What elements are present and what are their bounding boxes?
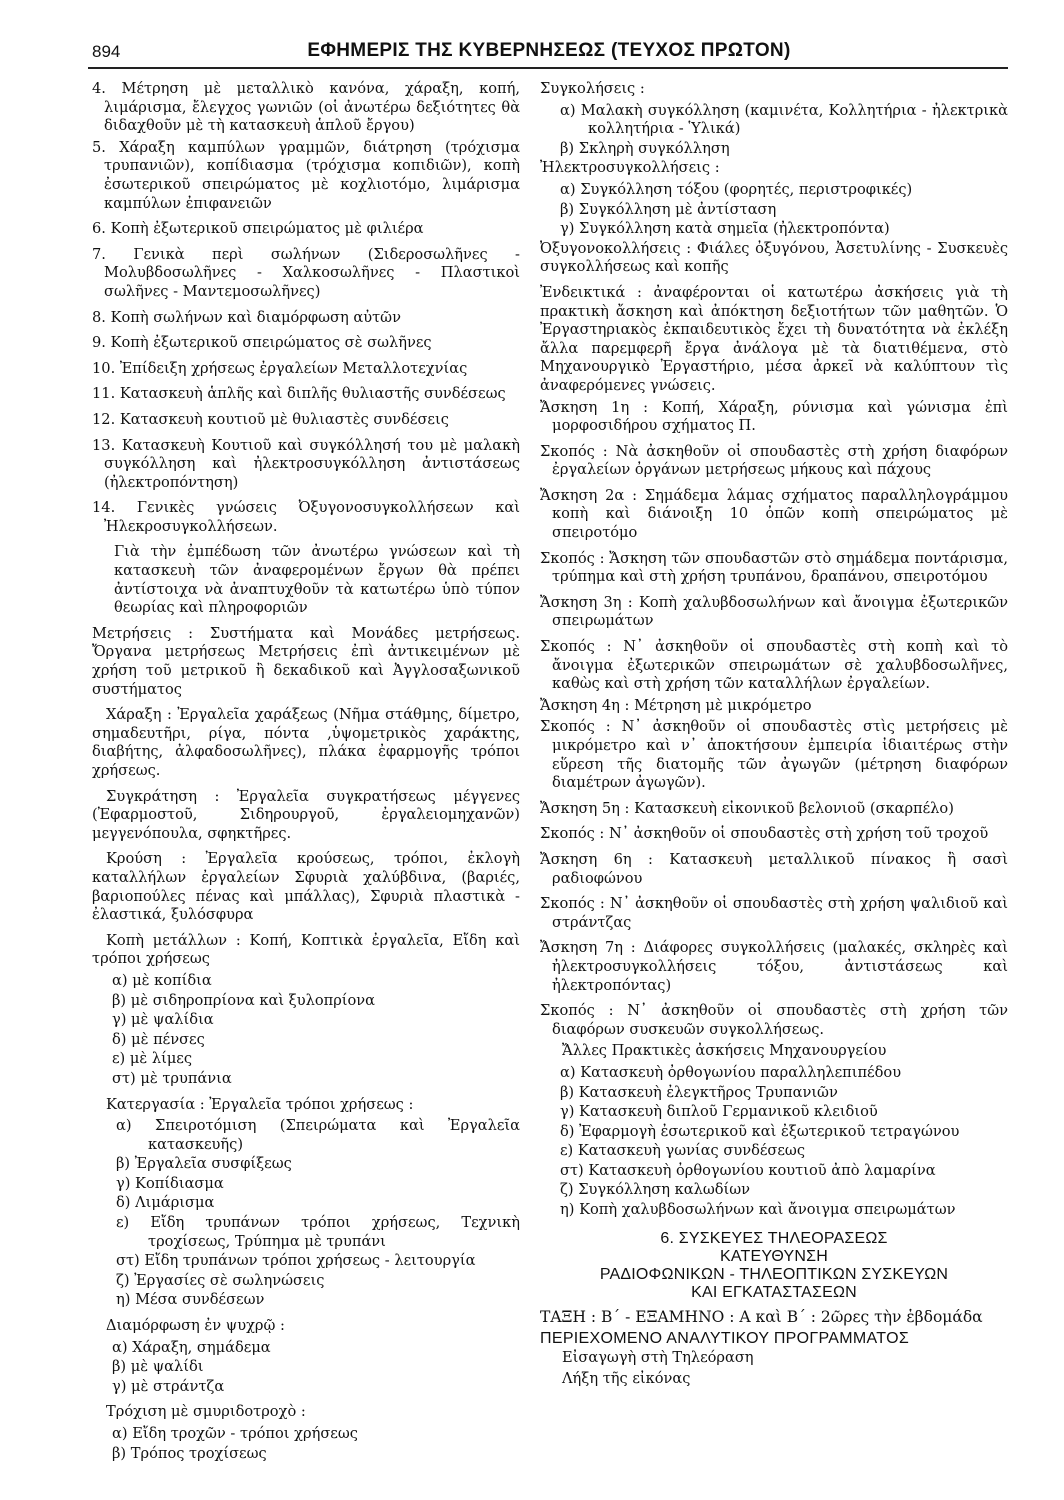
list-item: στ) μὲ τρυπάνια <box>112 1069 232 1087</box>
page-header <box>92 38 1006 68</box>
item-13: 13. Κατασκευὴ Κουτιοῦ καὶ συγκόλλησή του μὲ μαλακὴ συγκόλληση καὶ ἠλεκτροσυγκόλληση ἀντιστάσεως (ἠλεκτροπόντηση) <box>92 436 520 491</box>
askisi-5: Ἄσκηση 5η : Κατασκευὴ εἰκονικοῦ βελονιοῦ (σκαρπέλο) <box>540 799 954 817</box>
askisi-3: Ἄσκηση 3η : Κοπὴ χαλυβδοσωλήνων καὶ ἄνοιγμα ἐξωτερικῶν σπειρωμάτων <box>540 593 1008 630</box>
right-column <box>540 80 1008 1392</box>
list-item: β) Κατασκευὴ ἐλεγκτῆρος Τρυπανιῶν <box>560 1083 838 1101</box>
item-11: 11. Κατασκευὴ ἁπλῆς καὶ διπλῆς θυλιαστῆς συνδέσεως <box>92 385 506 403</box>
skopos-7: Σκοπός : Ν᾽ ἀσκηθοῦν οἱ σπουδαστὲς στὴ χρήση τῶν διαφόρων συσκευῶν συγκολλήσεως. <box>540 1002 1008 1038</box>
list-item: δ) Ἐφαρμογὴ ἐσωτερικοῦ καὶ ἐξωτερικοῦ τετραγώνου <box>560 1122 960 1140</box>
list-item: β) μὲ ψαλίδι <box>112 1358 204 1376</box>
skopos-2: Σκοπός : Ἄσκηση τῶν σπουδαστῶν στὸ σημάδεμα ποντάρισμα, τρύπημα καὶ στὴ χρήση τρυπάνου, δραπάνου, σπειροτόμου <box>540 549 1008 586</box>
krousi-paragraph: Κρούση : Ἐργαλεῖα κρούσεως, τρόποι, ἐκλογὴ καταλλήλων ἐργαλείων Σφυριὰ χαλύβδινα, (βαριές, βαριοπούλες πένας καὶ μπάλλας), Σφυριὰ πλαστικὰ - ἐλαστικά, ξυλόσφυρα <box>92 850 520 924</box>
section-6-heading <box>540 1230 1008 1302</box>
kopi-list <box>92 972 520 1089</box>
troxisi-intro: Τρόχιση μὲ σμυριδοτροχὸ : <box>106 1403 306 1421</box>
askisi-7: Ἄσκηση 7η : Διάφορες συγκολλήσεις (μαλακές, σκληρὲς καὶ ἠλεκτροσυγκολλήσεις τόξου, ἀντιστάσεως καὶ ἠλεκτροπόντας) <box>540 939 1008 994</box>
item-8: 8. Κοπὴ σωλήνων καὶ διαμόρφωση αὐτῶν <box>92 308 401 326</box>
list-item: α) Χάραξη, σημάδεμα <box>112 1338 271 1356</box>
content-line-2: Λήξη τῆς εἰκόνας <box>562 1370 691 1388</box>
header-rule <box>88 67 1008 69</box>
section-6-line2: ΚΑΤΕΥΘΥΝΣΗ <box>720 1247 828 1265</box>
diamorfosi-list <box>92 1339 520 1397</box>
endeiktika-paragraph: Ἐνδεικτικά : ἀναφέρονται οἱ κατωτέρω ἀσκήσεις γιὰ τὴ πρακτικὴ ἄσκηση καὶ ἀπόκτηση δεξιοτήτων τῶν μαθητῶν. Ὁ Ἐργαστηριακὸς ἐκπαιδευτικὸς ἔχει τὴ δυνατότητα νὰ ἐκλέξη ἄλλα παρεμφερῆ ἔργα ἀνάλογα μὲ τὰ διατιθέμενα, στὸ Μηχανουργικὸ Ἐργαστήριο, μέσα ἀρκεῖ νὰ καλύπτουν τὶς ἀναφερόμενες γνώσεις. <box>540 283 1008 394</box>
list-item: ε) Εἴδη τρυπάνων τρόποι χρήσεως, Τεχνικὴ τροχίσεως, Τρύπημα μὲ τρυπάνι <box>116 1214 520 1250</box>
gazette-title: ΕΦΗΜΕΡΙΣ ΤΗΣ ΚΥΒΕΡΝΗΣΕΩΣ (ΤΕΥΧΟΣ ΠΡΩΤΟΝ) <box>307 40 791 61</box>
skopos-4: Σκοπός : Ν᾽ ἀσκηθοῦν οἱ σπουδαστὲς στὶς μετρήσεις μὲ μικρόμετρο καὶ ν᾽ ἀποκτήσουν ἐμπειρία ἰδιαιτέρως στὴν εὕρεση τῆς διατομῆς τῶν ἀγωγῶν (μέτρηση διαφόρων διαμέτρων ἀγωγῶν). <box>540 718 1008 792</box>
skopos-3: Σκοπός : Ν᾽ ἀσκηθοῦν οἱ σπουδαστὲς στὴ κοπὴ καὶ τὸ ἄνοιγμα ἐξωτερικῶν σπειρωμάτων σὲ χαλυβδοσωλῆνες, καθὼς καὶ στὴ χρήση τῶν καταλλήλων ἐργαλείων. <box>540 638 1008 693</box>
list-item: ζ) Συγκόλληση καλωδίων <box>560 1181 751 1199</box>
item-9: 9. Κοπὴ ἐξωτερικοῦ σπειρώματος σὲ σωλῆνες <box>92 334 432 352</box>
item-7: 7. Γενικὰ περὶ σωλήνων (Σιδεροσωλῆνες - Μολυβδοσωλῆνες - Χαλκοσωλῆνες - Πλαστικοὶ σωλῆνες - Μαντεμοσωλῆνες) <box>92 245 520 300</box>
item-6: 6. Κοπὴ ἐξωτερικοῦ σπειρώματος μὲ φιλιέρα <box>92 220 424 238</box>
list-item: δ) μὲ πένσες <box>112 1030 205 1048</box>
class-semester-line: ΤΑΞΗ : Β΄ - ΕΞΑΜΗΝΟ : Α καὶ Β΄ : 2ῶρες τὴν ἑβδομάδα <box>540 1307 983 1326</box>
askisi-2: Ἄσκηση 2α : Σημάδεμα λάμας σχήματος παραλληλογράμμου κοπὴ καὶ διάνοιξη 10 ὀπῶν κοπὴ σπειρώματος μὲ σπειροτόμο <box>540 486 1008 542</box>
list-item: α) Εἴδη τροχῶν - τρόποι χρήσεως <box>112 1425 358 1442</box>
intro-paragraph: Γιὰ τὴν ἐμπέδωση τῶν ἀνωτέρω γνώσεων καὶ τὴ κατασκευὴ τῶν ἀναφερομένων ἔργων θὰ πρέπει ἀντίστοιχα νὰ ἀναπτυχθοῦν τὰ κατωτέρω ὑπὸ τύπον θεωρίας καὶ πληροφοριῶν <box>114 543 520 617</box>
sygkoliseis-intro: Συγκολήσεις : <box>540 80 645 97</box>
list-item: β) Τρόπος τροχίσεως <box>112 1444 267 1462</box>
list-item: β) Συγκόλληση μὲ ἀντίσταση <box>560 200 777 218</box>
list-item: στ) Εἴδη τρυπάνων τρόποι χρήσεως - λειτουργία <box>116 1252 476 1270</box>
page-number: 894 <box>92 42 121 61</box>
item-10: 10. Ἐπίδειξη χρήσεως ἐργαλείων Μεταλλοτεχνίας <box>92 359 468 377</box>
ilektro-intro: Ἠλεκτροσυγκολλήσεις : <box>540 159 720 177</box>
skopos-6: Σκοπός : Ν᾽ ἀσκηθοῦν οἱ σπουδαστὲς στὴ χρήση ψαλιδιοῦ καὶ στράντζας <box>540 895 1008 931</box>
askisi-1: Ἄσκηση 1η : Κοπή, Χάραξη, ρύνισμα καὶ γώνισμα ἐπὶ μορφοσιδήρου σχήματος Π. <box>540 398 1008 435</box>
list-item: β) Σκληρὴ συγκόλληση <box>560 139 730 157</box>
metriseis-paragraph: Μετρήσεις : Συστήματα καὶ Μονάδες μετρήσεως. Ὄργανα μετρήσεως Μετρήσεις ἐπὶ ἀντικειμένων μὲ χρήση τοῦ μετρικοῦ ἢ δεκαδικοῦ καὶ Ἀγγλοσαξωνικοῦ συστήματος <box>92 624 520 698</box>
kopi-intro: Κοπὴ μετάλλων : Κοπή, Κοπτικὰ ἐργαλεῖα, Εἴδη καὶ τρόποι χρήσεως <box>92 931 520 968</box>
askisi-6: Ἄσκηση 6η : Κατασκευὴ μεταλλικοῦ πίνακος ἢ σασὶ ραδιοφώνου <box>540 850 1008 887</box>
list-item: γ) μὲ στράντζα <box>112 1377 225 1395</box>
list-item: στ) Κατασκευὴ ὀρθογωνίου κουτιοῦ ἀπὸ λαμαρίνα <box>560 1161 936 1179</box>
list-item: η) Κοπὴ χαλυβδοσωλήνων καὶ ἄνοιγμα σπειρωμάτων <box>560 1201 956 1219</box>
section-6-line3: ΡΑΔΙΟΦΩΝΙΚΩΝ - ΤΗΛΕΟΠΤΙΚΩΝ ΣΥΣΚΕΥΩΝ <box>599 1265 949 1283</box>
item-4: 4. Μέτρηση μὲ μεταλλικὸ κανόνα, χάραξη, κοπή, λιμάρισμα, ἔλεγχος γωνιῶν (οἱ ἀνωτέρω δεξιότητες θὰ διδαχθοῦν μὲ τὴ κατασκευὴ ἁπλοῦ ἔργου) <box>92 80 520 135</box>
list-item: β) μὲ σιδηροπρίονα καὶ ξυλοπρίονα <box>112 991 376 1009</box>
list-item: γ) Συγκόλληση κατὰ σημεῖα (ἠλεκτροπόντα) <box>560 220 890 238</box>
list-item: ε) Κατασκευὴ γωνίας συνδέσεως <box>560 1142 806 1160</box>
section-6-line4: ΚΑΙ ΕΓΚΑΤΑΣΤΑΣΕΩΝ <box>691 1283 857 1301</box>
list-item: γ) Κατασκευὴ διπλοῦ Γερμανικοῦ κλειδιοῦ <box>560 1103 878 1121</box>
item-12: 12. Κατασκευὴ κουτιοῦ μὲ θυλιαστὲς συνδέσεις <box>92 410 449 428</box>
list-item: ζ) Ἐργασίες σὲ σωληνώσεις <box>116 1271 325 1289</box>
list-item: δ) Λιμάρισμα <box>116 1194 215 1212</box>
left-column <box>92 80 520 1464</box>
alles-intro: Ἄλλες Πρακτικὲς ἀσκήσεις Μηχανουργείου <box>562 1042 887 1060</box>
sygkoliseis-list <box>540 102 1008 159</box>
list-item: α) Σπειροτόμιση (Σπειρώματα καὶ Ἐργαλεῖα κατασκευῆς) <box>116 1117 520 1153</box>
list-item: α) Μαλακὴ συγκόλληση (καμινέτα, Κολλητήρια - ἠλεκτρικὰ κολλητήρια - Ὑλικά) <box>560 101 1008 138</box>
section-6-line1: 6. ΣΥΣΚΕΥΕΣ ΤΗΛΕΟΡΑΣΕΩΣ <box>660 1229 888 1247</box>
skopos-1: Σκοπός : Νὰ ἀσκηθοῦν οἱ σπουδαστὲς στὴ χρήση διαφόρων ἐργαλείων ὀργάνων μετρήσεως μήκους καὶ πάχους <box>540 442 1008 479</box>
katergasia-list <box>92 1117 520 1310</box>
list-item: ε) μὲ λίμες <box>112 1050 193 1068</box>
list-item: η) Μέσα συνδέσεων <box>116 1291 265 1309</box>
program-content-heading: ΠΕΡΙΕΧΟΜΕΝΟ ΑΝΑΛΥΤΙΚΟΥ ΠΡΟΓΡΑΜΜΑΤΟΣ <box>540 1330 910 1348</box>
diamorfosi-intro: Διαμόρφωση ἐν ψυχρῷ : <box>106 1317 285 1335</box>
katergasia-intro: Κατεργασία : Ἐργαλεῖα τρόποι χρήσεως : <box>106 1095 414 1113</box>
list-item: α) Συγκόλληση τόξου (φορητές, περιστροφικές) <box>560 180 913 198</box>
skopos-5: Σκοπός : Ν᾽ ἀσκηθοῦν οἱ σπουδαστὲς στὴ χρήση τοῦ τροχοῦ <box>540 825 989 843</box>
ilektro-list <box>540 181 1008 239</box>
haraxi-paragraph: Χάραξη : Ἐργαλεῖα χαράξεως (Νῆμα στάθμης, δίμετρο, σημαδευτῆρι, ρίγα, πόντα ,ὑψομετρικὸς χαράκτης, διαβήτης, ἀλφαδοσωλῆνες), πλάκα ἐφαρμογῆς τρόποι χρήσεως. <box>92 706 520 779</box>
list-item: γ) Κοπίδιασμα <box>116 1174 224 1192</box>
list-item: γ) μὲ ψαλίδια <box>112 1011 214 1029</box>
item-5: 5. Χάραξη καμπύλων γραμμῶν, διάτρηση (τρόχισμα τρυπανιῶν), κοπίδιασμα (τρόχισμα κοπιδιῶν), κοπὴ ἐσωτερικοῦ σπειρώματος μὲ κοχλιοτόμο, λιμάρισμα καμπύλων ἐπιφανειῶν <box>92 138 520 212</box>
item-14: 14. Γενικὲς γνώσεις Ὀξυγονοσυγκολλήσεων καὶ Ἠλεκροσυγκολλήσεων. <box>92 499 520 535</box>
askisi-4: Ἄσκηση 4η : Μέτρηση μὲ μικρόμετρο <box>540 696 812 714</box>
troxisi-list <box>92 1425 520 1463</box>
sygkratisi-paragraph: Συγκράτηση : Ἐργαλεῖα συγκρατήσεως μέγγενες (Ἐφαρμοστοῦ, Σιδηρουργοῦ, ἐργαλειομηχανῶν) μεγγενόπουλα, σφηκτῆρες. <box>92 787 520 842</box>
alles-list <box>540 1064 1008 1220</box>
list-item: β) Ἐργαλεῖα συσφίξεως <box>116 1155 292 1173</box>
list-item: α) μὲ κοπίδια <box>112 971 212 989</box>
content-line-1: Εἰσαγωγὴ στὴ Τηλεόραση <box>562 1348 754 1366</box>
list-item: α) Κατασκευὴ ὀρθογωνίου παραλληλεπιπέδου <box>560 1063 902 1081</box>
oxygono-paragraph: Ὀξυγονοκολλήσεις : Φιάλες ὀξυγόνου, Ἀσετυλίνης - Συσκευὲς συγκολλήσεως καὶ κοπῆς <box>540 239 1008 276</box>
